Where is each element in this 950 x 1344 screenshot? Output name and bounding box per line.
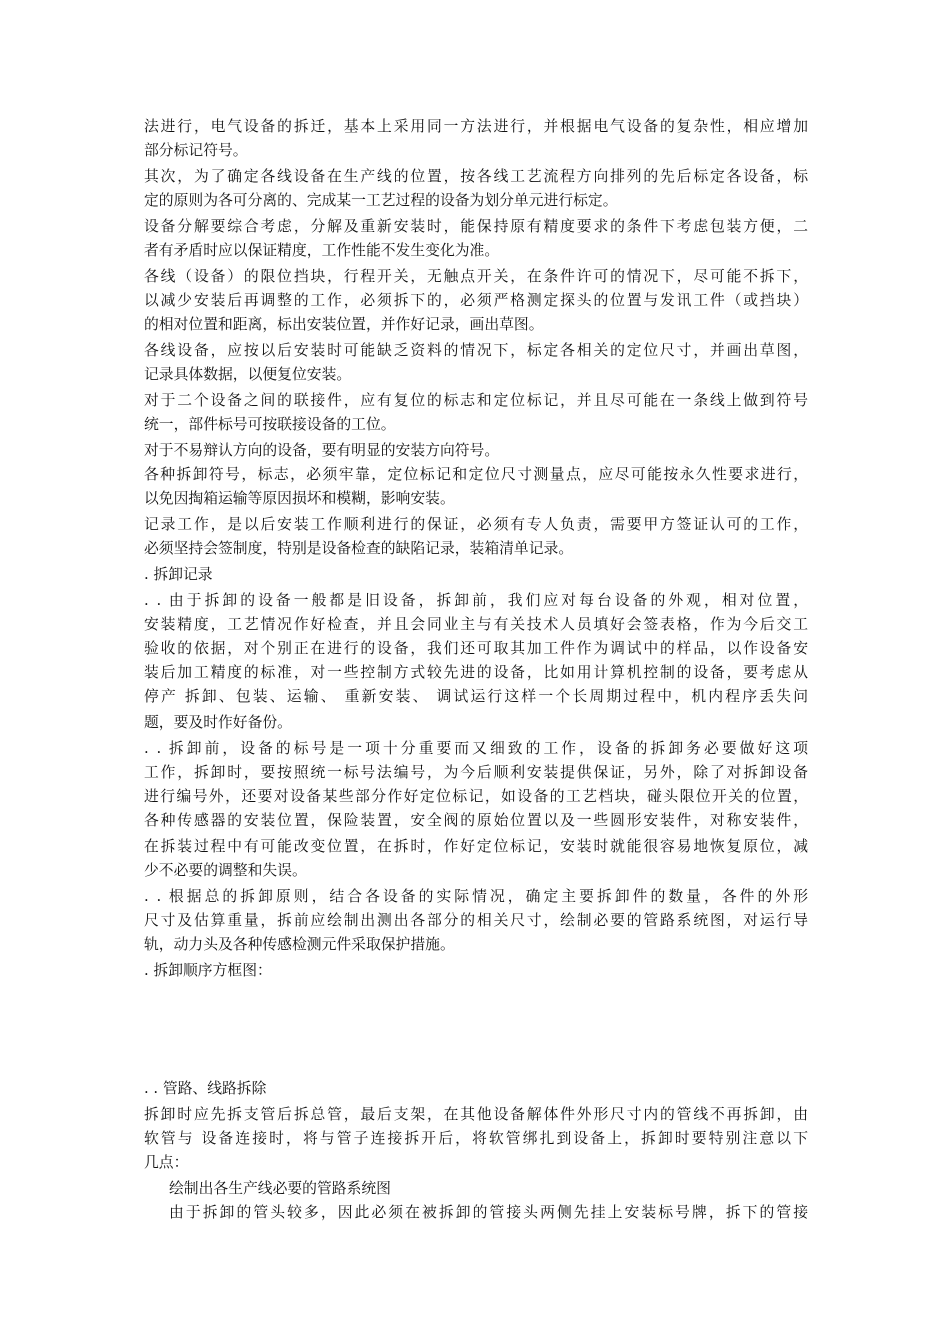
text-line: 必须坚持会签制度，特别是设备检查的缺陷记录，装箱清单记录。 [144, 540, 574, 557]
text-line: 装后加工精度的标准，对一些控制方式较先进的设备，比如用计算机控制的设备，要考虑从 [144, 664, 808, 681]
text-line: 部分标记符号。 [144, 142, 248, 159]
text-line: 记录具体数据，以便复位安装。 [144, 366, 352, 383]
text-line: 进行编号外，还要对设备某些部分作好定位标记，如设备的工艺档块，碰头限位开关的位置， [144, 788, 808, 805]
text-line: 各种拆卸符号，标志，必须牢靠，定位标记和定位尺寸测量点，应尽可能按永久性要求进行， [144, 466, 808, 483]
text-line: . 拆卸顺序方框图： [144, 962, 272, 979]
text-line: 对于不易辩认方向的设备，要有明显的安装方向符号。 [144, 442, 500, 459]
text-line: 工作，拆卸时，要按照统一标号法编号，为今后顺利安装提供保证，另外，除了对拆卸设备 [144, 764, 808, 781]
text-line: 者有矛盾时应以保证精度，工作性能不发生变化为准。 [144, 242, 500, 259]
text-line: 各种传感器的安装位置，保险装置，安全阀的原始位置以及一些圆形安装件，对称安装件， [144, 812, 808, 829]
text-line: 验收的依据，对个别正在进行的设备，我们还可取其加工件作为调试中的样品，以作设备安 [144, 640, 808, 657]
text-line: 尺寸及估算重量，拆前应绘制出测出各部分的相关尺寸，绘制必要的管路系统图，对运行导 [144, 912, 808, 929]
text-line: 轨，动力头及各种传感检测元件采取保护措施。 [144, 936, 455, 953]
text-line: 以免因掏箱运输等原因损坏和模糊，影响安装。 [144, 490, 455, 507]
text-line: 法进行，电气设备的拆迁，基本上采用同一方法进行，并根据电气设备的复杂性，相应增加 [144, 118, 808, 135]
text-line: 拆卸时应先拆支管后拆总管，最后支架，在其他设备解体件外形尺寸内的管线不再拆卸，由 [144, 1106, 808, 1123]
text-line: 以减少安装后再调整的工作，必须拆下的，必须严格测定探头的位置与发讯工件（或挡块） [144, 292, 808, 309]
text-line: 题，要及时作好备份。 [144, 714, 292, 731]
text-line: 各线（设备）的限位挡块，行程开关，无触点开关，在条件许可的情况下，尽可能不拆下， [144, 268, 808, 285]
text-line: . . 根据总的拆卸原则，结合各设备的实际情况，确定主要拆卸件的数量，各件的外形 [144, 888, 808, 905]
text-line: 的相对位置和距离，标出安装位置，并作好记录，画出草图。 [144, 316, 544, 333]
text-line: 统一，部件标号可按联接设备的工位。 [144, 416, 396, 433]
text-line: 软管与 设备连接时，将与管子连接拆开后，将软管绑扎到设备上，拆卸时要特别注意以下 [144, 1130, 808, 1147]
text-line: 由于拆卸的管头较多，因此必须在被拆卸的管接头两侧先挂上安装标号牌，拆下的管接 [169, 1204, 808, 1221]
text-line: 绘制出各生产线必要的管路系统图 [169, 1180, 391, 1197]
text-line: 在拆装过程中有可能改变位置，在拆时，作好定位标记，安装时就能很容易地恢复原位，减 [144, 838, 808, 855]
text-line: 设备分解要综合考虑，分解及重新安装时，能保持原有精度要求的条件下考虑包装方便，二 [144, 218, 808, 235]
text-line: 安装精度，工艺情况作好检查，并且会同业主与有关技术人员填好会签表格，作为今后交工 [144, 616, 808, 633]
text-line: . . 管路、线路拆除 [144, 1080, 267, 1097]
text-line: . . 拆卸前，设备的标号是一项十分重要而又细致的工作，设备的拆卸务必要做好这项 [144, 740, 808, 757]
text-line: 少不必要的调整和失误。 [144, 862, 307, 879]
text-line: 其次，为了确定各线设备在生产线的位置，按各线工艺流程方向排列的先后标定各设备，标 [144, 168, 808, 185]
text-line: . 拆卸记录 [144, 566, 213, 583]
text-line: 各线设备，应按以后安装时可能缺乏资料的情况下，标定各相关的定位尺寸，并画出草图， [144, 342, 808, 359]
text-line: 对于二个设备之间的联接件，应有复位的标志和定位标记，并且尽可能在一条线上做到符号 [144, 392, 808, 409]
text-line: 停产 拆卸、包装、运输、 重新安装、 调试运行这样一个长周期过程中，机内程序丢失问 [144, 688, 808, 705]
text-line: 记录工作，是以后安装工作顺利进行的保证，必须有专人负责，需要甲方签证认可的工作， [144, 516, 808, 533]
text-line: 几点： [144, 1154, 189, 1171]
text-line: . . 由于拆卸的设备一般都是旧设备，拆卸前，我们应对每台设备的外观，相对位置， [144, 592, 808, 609]
text-line: 定的原则为各可分离的、完成某一工艺过程的设备为划分单元进行标定。 [144, 192, 618, 209]
